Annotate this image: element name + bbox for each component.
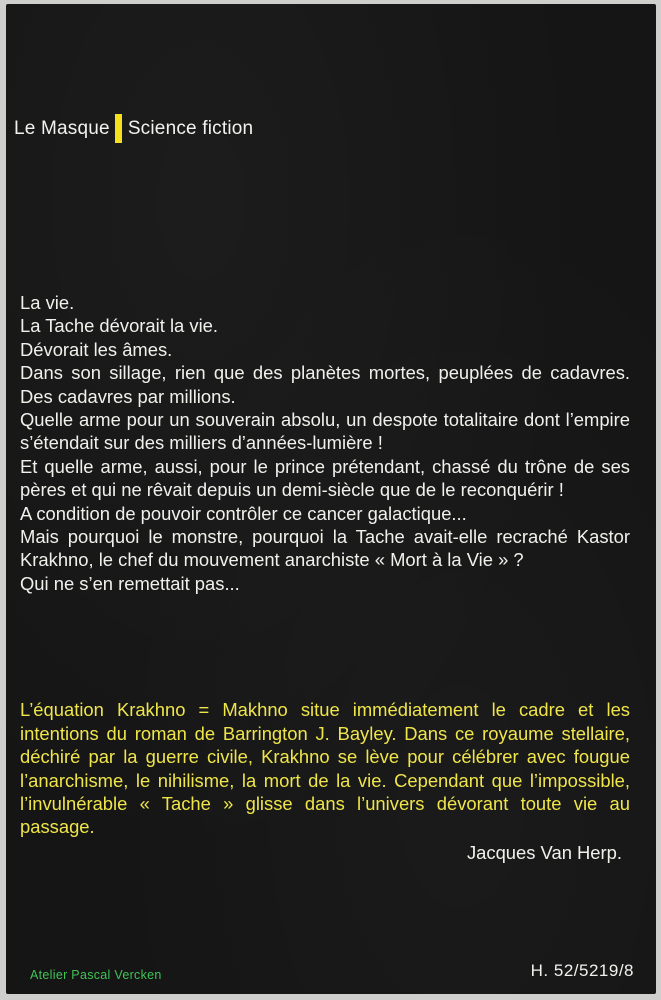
book-back-cover [6, 4, 656, 994]
blurb-text [20, 291, 630, 595]
blurb-line: Qui ne s’en remettait pas... [20, 572, 240, 594]
blurb-line: A condition de pouvoir contrôler ce cancer galactique... [20, 502, 467, 524]
blurb-line: La Tache dévorait la vie. [20, 315, 218, 337]
blurb-line: Dans son sillage, rien que des planètes mortes, peuplées de cadavres. Des cadavres par millions. [20, 362, 630, 407]
blurb-line: Quelle arme pour un souverain absolu, un despote totalitaire dont l’empire s’étendait sur des milliers d’années-lumière ! [20, 409, 630, 454]
blurb-line: Mais pourquoi le monstre, pourquoi la Tache avait-elle recraché Kastor Krakhno, le chef du mouvement anarchiste « Mort à la Vie » ? [20, 526, 630, 571]
blurb-line: Dévorait les âmes. [20, 338, 173, 360]
imprint-name: Le Masque [14, 117, 110, 139]
catalog-code: H. 52/5219/8 [530, 961, 634, 980]
collection-name: Science fiction [127, 117, 254, 139]
series-header [14, 114, 253, 143]
design-credit: Atelier Pascal Vercken [30, 968, 162, 982]
critique-text: L’équation Krakhno = Makhno situe immédiatement le cadre et les intentions du roman de Barrington J. Bayley. Dans ce royaume stellaire, déchiré par la guerre civile, Krakhno se lève pour célébrer avec fougue l’anarchisme, le nihilisme, la mort de la vie. Cependant que l’impossible, l’invulnérable « Tache » glisse dans l’univers dévorant toute vie au passage. [20, 699, 630, 838]
blurb-line: La vie. [20, 292, 75, 313]
critic-signature: Jacques Van Herp. [466, 842, 622, 863]
yellow-divider-bar [115, 114, 122, 143]
blurb-line: Et quelle arme, aussi, pour le prince prétendant, chassé du trône de ses pères et qui ne rêvait depuis un demi-siècle que de le reconquérir ! [20, 455, 630, 501]
